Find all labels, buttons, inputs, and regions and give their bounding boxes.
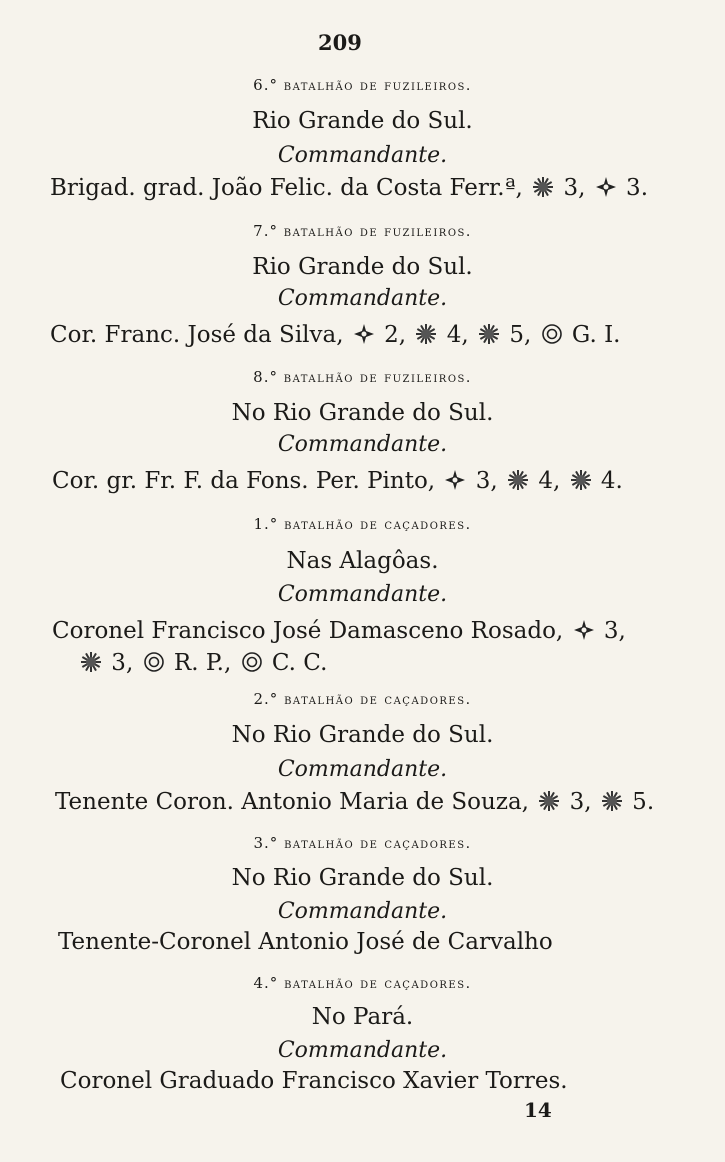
battalion-number: 2.° [253, 690, 279, 708]
order-star-icon [538, 790, 560, 812]
ringed-circle-icon [541, 323, 563, 345]
battalion-title: batalhão de caçadores. [284, 517, 472, 533]
section-heading [0, 974, 725, 992]
battalion-number: 3.° [253, 834, 279, 852]
ringed-circle-icon [241, 651, 263, 673]
commander-text: 3, [562, 789, 599, 815]
commander-text: G. I. [564, 322, 621, 348]
battalion-number: 6.° [253, 76, 278, 94]
battalion-title: batalhão de caçadores. [284, 836, 472, 852]
order-cross-icon [444, 469, 466, 491]
order-star-icon [601, 790, 623, 812]
section-heading [0, 76, 725, 94]
commander-line [52, 618, 692, 644]
battalion-number: 8.° [253, 368, 278, 386]
battalion-title: batalhão de caçadores. [284, 692, 472, 708]
section-heading [0, 222, 725, 240]
commander-text: 3, [104, 650, 141, 676]
order-star-icon [532, 176, 554, 198]
commander-text: Tenente-Coronel Antonio José de Carvalho [58, 929, 553, 955]
section-location: No Rio Grande do Sul. [231, 400, 494, 426]
order-star-icon [80, 651, 102, 673]
battalion-title: batalhão de caçadores. [284, 976, 472, 992]
battalion-title: batalhão de fuzileiros. [283, 78, 472, 94]
section-role: Commandante. [277, 757, 448, 782]
order-star-icon [415, 323, 437, 345]
commander-text: Cor. Franc. José da Silva, [50, 322, 351, 348]
section-heading [0, 690, 725, 708]
section-location: No Pará. [311, 1004, 414, 1030]
commander-line [60, 1068, 700, 1094]
commander-text: 3, [596, 618, 626, 644]
order-cross-icon [573, 619, 595, 641]
section-role: Commandante. [277, 286, 448, 311]
commander-line-continued [78, 650, 678, 676]
commander-text: 3. [618, 175, 649, 201]
section-role: Commandante. [277, 899, 448, 924]
section-heading [0, 834, 725, 852]
battalion-number: 4.° [253, 974, 279, 992]
commander-text: 2, [376, 322, 414, 348]
commander-line [50, 322, 690, 348]
section-heading [0, 515, 725, 533]
commander-text: C. C. [264, 650, 328, 676]
section-role: Commandante. [277, 582, 448, 607]
commander-text: 4, [439, 322, 477, 348]
section-location: No Rio Grande do Sul. [231, 722, 494, 748]
ringed-circle-icon [143, 651, 165, 673]
commander-text: Brigad. grad. João Felic. da Costa Ferr.ª, [50, 175, 531, 201]
signature-mark: 14 [524, 1098, 552, 1122]
battalion-title: batalhão de fuzileiros. [283, 370, 472, 386]
section-heading [0, 368, 725, 386]
commander-line [58, 929, 698, 955]
commander-text: R. P., [166, 650, 239, 676]
order-star-icon [570, 469, 592, 491]
battalion-number: 1.° [253, 515, 279, 533]
order-cross-icon [595, 176, 617, 198]
section-location: Rio Grande do Sul. [252, 108, 473, 134]
battalion-title: batalhão de fuzileiros. [283, 224, 472, 240]
commander-text: 3, [468, 468, 506, 494]
section-location: No Rio Grande do Sul. [231, 865, 494, 891]
page-number: 209 [318, 30, 362, 55]
commander-text: 5, [502, 322, 539, 348]
commander-text: 3, [556, 175, 593, 201]
commander-text: 4, [531, 468, 568, 494]
commander-line [52, 468, 692, 494]
section-role: Commandante. [277, 1038, 448, 1063]
commander-text: 5. [624, 789, 655, 815]
commander-text: Cor. gr. Fr. F. da Fons. Per. Pinto, [52, 468, 443, 494]
commander-line [55, 789, 695, 815]
section-location: Nas Alagôas. [286, 548, 439, 574]
section-location: Rio Grande do Sul. [252, 254, 473, 280]
commander-text: Coronel Graduado Francisco Xavier Torres. [60, 1068, 568, 1094]
section-role: Commandante. [277, 143, 448, 168]
section-role: Commandante. [277, 432, 448, 457]
commander-text: Tenente Coron. Antonio Maria de Souza, [55, 789, 537, 815]
commander-text: 4. [593, 468, 623, 494]
battalion-number: 7.° [253, 222, 278, 240]
order-star-icon [507, 469, 529, 491]
order-cross-icon [353, 323, 375, 345]
commander-text: Coronel Francisco José Damasceno Rosado, [52, 618, 571, 644]
order-star-icon [478, 323, 500, 345]
commander-line [50, 175, 690, 201]
